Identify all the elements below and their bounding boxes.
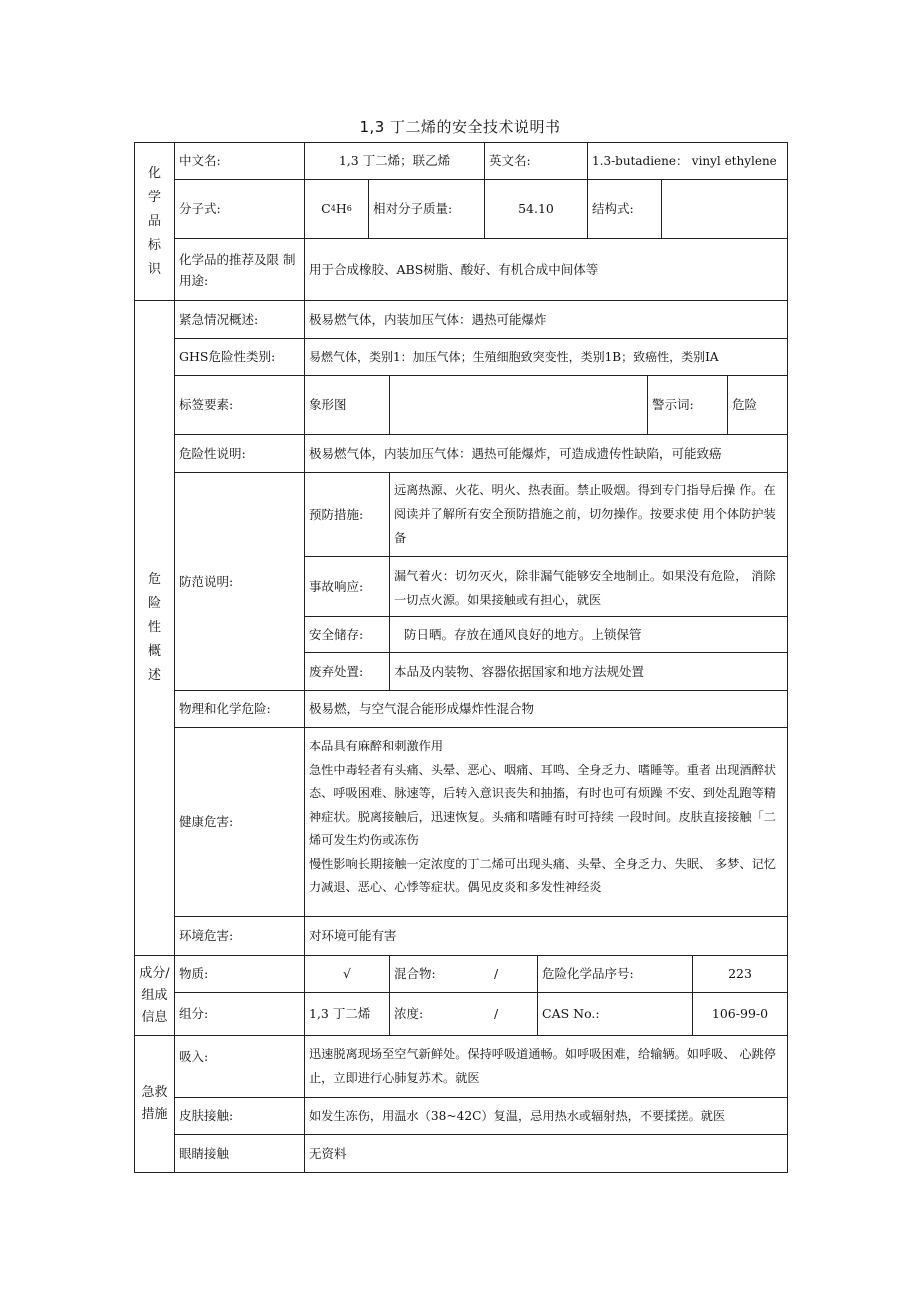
formula-h: H <box>335 201 347 216</box>
skin-value: 如发生冻伤，用温水（38~42C）复温，忌用热水或辐射热，不要揉搓。就医 <box>309 1109 726 1123</box>
concentration-value: / <box>494 1006 499 1021</box>
formula-c: C <box>321 201 331 216</box>
prevention-text: 远离热源、火花、明火、热表面。禁止吸烟。得到专门指导后操 作。在阅读并了解所有安全预防措施之前，切勿操作。按要求使 用个体防护装备 <box>394 483 776 545</box>
section-composition: 成分/组成信息 <box>139 965 170 1025</box>
component-label: 组分: <box>179 1006 209 1021</box>
formula-label: 分子式: <box>179 201 221 216</box>
precaution-label: 防范说明: <box>179 573 234 589</box>
storage-label: 安全储存: <box>309 626 364 642</box>
cas-label: CAS No.: <box>542 1006 600 1021</box>
en-name-value: 1.3-butadiene： vinyl ethylene <box>592 154 777 168</box>
concentration-label: 浓度: <box>394 1006 424 1021</box>
mass-value: 54.10 <box>518 201 554 216</box>
document-title: 1,3 丁二烯的安全技术说明书 <box>359 118 561 136</box>
use-value: 用于合成橡胶、ABS树脂、酸好、有机合成中间体等 <box>309 261 599 277</box>
col-rule <box>389 375 390 434</box>
section-hazard: 危险性概述 <box>147 572 161 683</box>
cn-name-value: 1,3 丁二烯；联乙烯 <box>338 153 451 168</box>
physchem-value: 极易燃，与空气混合能形成爆炸性混合物 <box>309 701 535 716</box>
col-rule <box>787 142 788 1173</box>
env-label: 环境危害: <box>179 928 234 943</box>
inhalation-label: 吸入: <box>179 1049 209 1064</box>
health-intro: 本品具有麻醉和刺激作用 <box>309 739 444 753</box>
component-value: 1,3 丁二烯 <box>309 1006 371 1021</box>
eye-value: 无资料 <box>309 1145 347 1161</box>
use-label: 化学品的推荐及限 制用途: <box>179 251 296 288</box>
section-first-aid: 急救措施 <box>141 1085 168 1122</box>
emergency-label: 紧急情况概述: <box>179 311 259 327</box>
formula-h-sub: 6 <box>346 204 352 213</box>
mixture-label: 混合物: <box>394 966 436 981</box>
cn-name-label: 中文名: <box>179 153 221 168</box>
mixture-value: / <box>494 966 499 981</box>
health-chronic: 慢性影响长期接触一定浓度的丁二烯可出现头痛、头晕、全身乏力、失眠、 多梦、记忆力减退、恶心、心悸等症状。偶见皮炎和多发性神经炎 <box>309 856 776 894</box>
eye-label: 眼睛接触 <box>179 1145 230 1161</box>
en-name-label: 英文名: <box>489 153 531 168</box>
mass-label: 相对分子质量: <box>373 201 453 216</box>
hazard-no-value: 223 <box>728 966 752 981</box>
hazard-no-label: 危险化学品序号: <box>542 966 634 981</box>
signal-word-value: 危险 <box>732 397 758 412</box>
response-value <box>390 557 787 616</box>
ghs-value: 易燃气体，类别1：加压气体；生殖细胞致突变性，类别1B；致癌性，类别IA <box>309 350 719 364</box>
disposal-value: 本品及内装物、容器依据国家和地方法规处置 <box>394 663 645 679</box>
structure-label: 结构式: <box>592 201 634 216</box>
prevention-value <box>390 473 787 556</box>
response-text: 漏气着火：切勿灭火，除非漏气能够安全地制止。如果没有危险， 消除一切点火源。如果接触或有担心，就医 <box>394 569 776 607</box>
storage-value: 防日晒。存放在通风良好的地方。上锁保管 <box>404 626 642 642</box>
physchem-label: 物理和化学危险: <box>179 701 271 716</box>
substance-label: 物质: <box>179 966 209 981</box>
formula-value <box>305 180 368 238</box>
ghs-label: GHS危险性类别: <box>179 349 276 364</box>
disposal-label: 废弃处置: <box>309 663 364 679</box>
pictogram-label: 象形图 <box>309 397 347 412</box>
formula-c-sub: 4 <box>330 204 336 213</box>
inhalation-value <box>305 1036 787 1097</box>
health-acute: 急性中毒轻者有头痛、头晕、恶心、咽痛、耳鸣、全身乏力、嗜睡等。重者 出现酒醉状态、呼吸困难、脉速等，后转入意识丧失和抽搐，有时也可有烦躁 不安、到处乱跑等精神症状。脱离接触后，迅速恢复。头痛和嗜睡有时可持续 一段时间。皮肤直接接触「二烯可发生灼伤或冻伤 <box>309 762 776 847</box>
hazard-stmt-value: 极易燃气体，内装加压气体：遇热可能爆炸，可造成遗传性缺陷，可能致癌 <box>309 445 722 461</box>
cas-value: 106-99-0 <box>711 1006 769 1021</box>
label-elements-label: 标签要素: <box>179 397 234 412</box>
health-label: 健康危害: <box>179 814 234 829</box>
substance-value: √ <box>343 966 351 981</box>
response-label: 事故响应: <box>309 578 364 594</box>
signal-word-label: 警示词: <box>652 397 694 412</box>
health-value <box>305 728 787 916</box>
section-identification: 化学品标识 <box>147 165 161 277</box>
inhalation-text: 迅速脱离现场至空气新鲜处。保持呼吸道通畅。如呼吸困难，给输辆。如呼吸、 心跳停止，立即进行心肺复苏术。就医 <box>309 1047 776 1085</box>
emergency-value: 极易燃气体，内装加压气体：遇热可能爆炸 <box>309 311 547 327</box>
env-value: 对环境可能有害 <box>309 928 397 943</box>
col-rule <box>661 179 662 238</box>
skin-label: 皮肤接触: <box>179 1108 234 1123</box>
prevention-label: 预防措施: <box>309 506 364 522</box>
hazard-stmt-label: 危险性说明: <box>179 445 246 461</box>
row-rule <box>134 1172 788 1173</box>
msds-table <box>134 142 788 1173</box>
